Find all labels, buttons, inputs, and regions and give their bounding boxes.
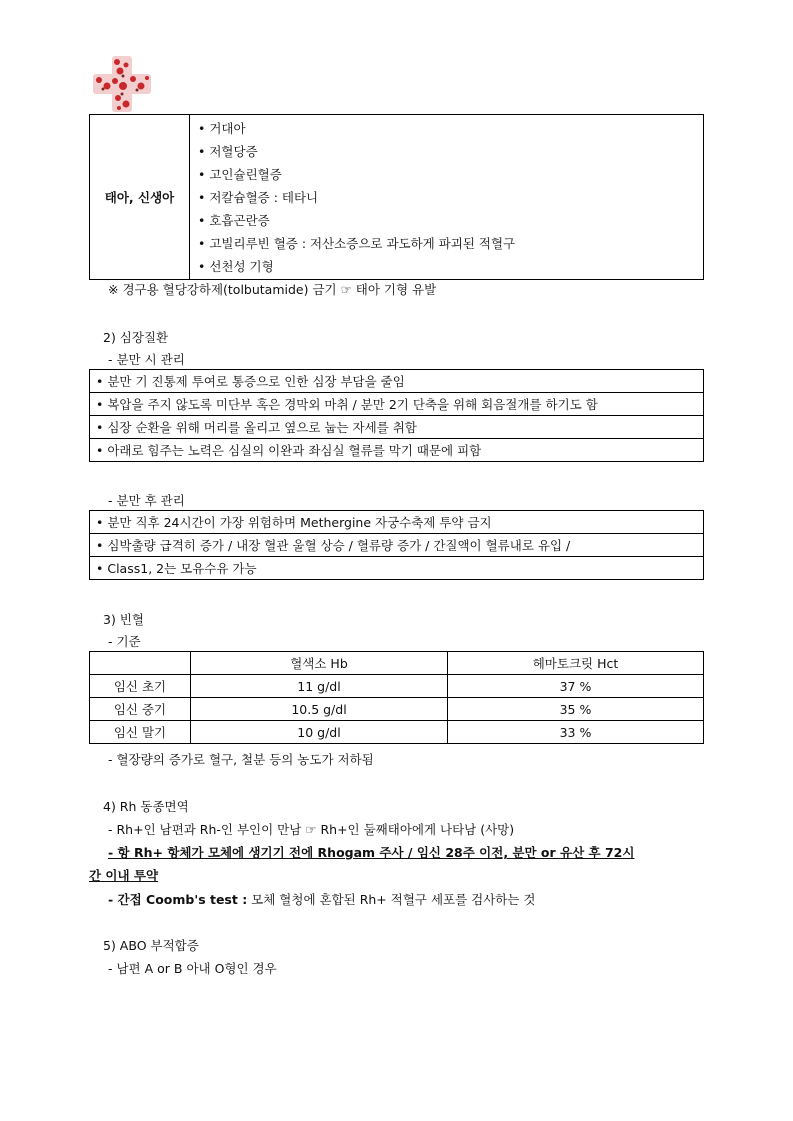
anemia-col-header: 혈색소 Hb xyxy=(191,652,448,675)
rh-line-3 xyxy=(108,890,536,908)
anemia-cell: 임신 중기 xyxy=(90,698,191,721)
anemia-note: - 혈장량의 증가로 혈구, 철분 등의 농도가 저하됨 xyxy=(108,752,374,767)
fetal-table-header: 태아, 신생아 xyxy=(90,115,190,280)
anemia-section-title: 3) 빈혈 xyxy=(103,612,144,627)
anemia-cell: 10 g/dl xyxy=(191,721,448,744)
heart-during-item: • 아래로 힘주는 노력은 심실의 이완과 좌심실 혈류를 막기 때문에 피함 xyxy=(90,439,704,462)
heart-section-title: 2) 심장질환 xyxy=(103,330,169,345)
fetal-item: • 고인슐린혈증 xyxy=(198,164,703,187)
fetal-item: • 고빌리루빈 혈증 : 저산소증으로 과도하게 파괴된 적혈구 xyxy=(198,233,703,256)
heart-after-item: • Class1, 2는 모유수유 가능 xyxy=(90,557,704,580)
anemia-cell: 37 % xyxy=(448,675,704,698)
fetal-item: • 선천성 기형 xyxy=(198,256,703,279)
coombs-test-label: - 간접 Coomb's test : xyxy=(108,892,248,907)
heart-after-title: - 분만 후 관리 xyxy=(108,493,185,508)
rh-line-2b: 간 이내 투약 xyxy=(89,868,159,883)
abo-line-1: - 남편 A or B 아내 O형인 경우 xyxy=(108,961,277,976)
anemia-cell: 33 % xyxy=(448,721,704,744)
fetal-item: • 저혈당증 xyxy=(198,141,703,164)
fetal-item: • 호흡곤란증 xyxy=(198,210,703,233)
anemia-criteria-table xyxy=(89,651,704,744)
heart-during-item: • 복압을 주지 않도록 미단부 혹은 경막외 마취 / 분만 2기 단축을 위해 회음절개를 하기도 함 xyxy=(90,393,704,416)
heart-during-table xyxy=(89,369,704,462)
coombs-test-desc: 모체 혈청에 혼합된 Rh+ 적혈구 세포를 검사하는 것 xyxy=(247,892,536,907)
fetal-item: • 저칼슘혈증 : 테타니 xyxy=(198,187,703,210)
anemia-col-header: 헤마토크릿 Hct xyxy=(448,652,704,675)
rh-section-title: 4) Rh 동종면역 xyxy=(103,799,189,814)
rh-line-1: - Rh+인 남편과 Rh-인 부인이 만남 ☞ Rh+인 둘째태아에게 나타남 (사망) xyxy=(108,822,515,837)
abo-section-title: 5) ABO 부적합증 xyxy=(103,938,199,953)
anemia-cell: 11 g/dl xyxy=(191,675,448,698)
anemia-criteria-title: - 기준 xyxy=(108,634,141,649)
fetal-note: ※ 경구용 혈당강하제(tolbutamide) 금기 ☞ 태아 기형 유발 xyxy=(108,282,437,297)
fetal-neonatal-table xyxy=(89,114,704,280)
heart-after-item: • 분만 직후 24시간이 가장 위험하며 Methergine 자궁수축제 투약 금지 xyxy=(90,511,704,534)
rh-line-2a: - 항 Rh+ 항체가 모체에 생기기 전에 Rhogam 주사 / 임신 28주 이전, 분만 or 유산 후 72시 xyxy=(108,845,635,860)
anemia-cell: 10.5 g/dl xyxy=(191,698,448,721)
anemia-cell: 임신 초기 xyxy=(90,675,191,698)
heart-after-table xyxy=(89,510,704,580)
fetal-items-cell xyxy=(190,115,704,280)
heart-during-item: • 심장 순환을 위해 머리를 올리고 옆으로 눕는 자세를 취함 xyxy=(90,416,704,439)
heart-during-item: • 분만 기 진통제 투여로 통증으로 인한 심장 부담을 줄임 xyxy=(90,370,704,393)
heart-during-title: - 분만 시 관리 xyxy=(108,352,185,367)
anemia-col-header xyxy=(90,652,191,675)
red-cross-logo-icon xyxy=(93,56,151,112)
anemia-cell: 35 % xyxy=(448,698,704,721)
fetal-item: • 거대아 xyxy=(198,118,703,141)
heart-after-item: • 심박출량 급격히 증가 / 내장 혈관 울혈 상승 / 혈류량 증가 / 간질액이 혈류내로 유입 / xyxy=(90,534,704,557)
anemia-cell: 임신 말기 xyxy=(90,721,191,744)
